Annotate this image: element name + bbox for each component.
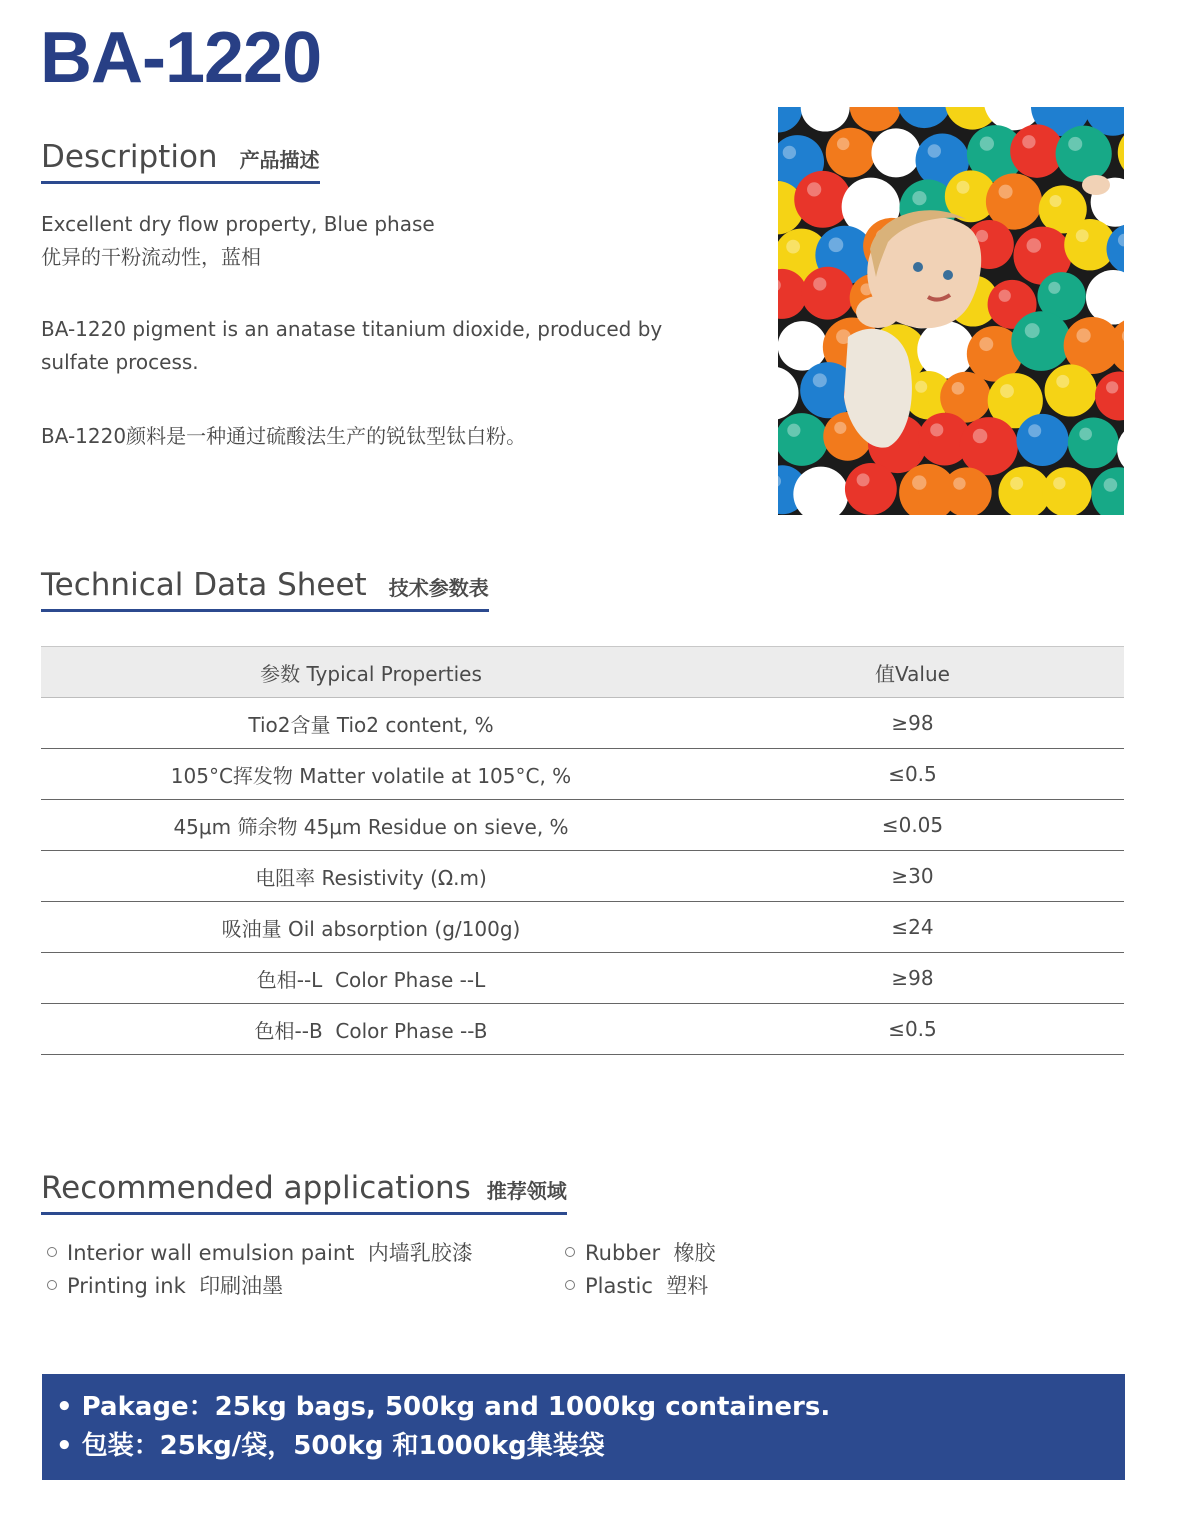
description-para2-line1: BA-1220 pigment is an anatase titanium dioxide, produced by xyxy=(41,317,663,341)
property-cell: 色相--B Color Phase --B xyxy=(41,1004,701,1055)
value-cell: ≤0.5 xyxy=(701,749,1124,800)
description-para3-text: BA-1220颜料是一种通过硫酸法生产的锐钛型钛白粉。 xyxy=(41,424,527,448)
circle-bullet-icon xyxy=(565,1247,575,1257)
table-header-row xyxy=(41,647,1124,698)
description-line1-zh: 优异的干粉流动性，蓝相 xyxy=(41,245,261,269)
table-row xyxy=(41,953,1124,1004)
value-cell: ≥30 xyxy=(701,851,1124,902)
tds-heading xyxy=(41,567,489,612)
description-heading xyxy=(41,139,320,184)
description-body xyxy=(41,208,741,274)
applications-heading-zh: 推荐领域 xyxy=(486,1179,567,1203)
technical-data-table xyxy=(41,646,1124,1055)
tds-heading-en: Technical Data Sheet xyxy=(41,567,367,603)
property-cell: 105°C挥发物 Matter volatile at 105°C, % xyxy=(41,749,701,800)
applications-list-left xyxy=(47,1237,473,1303)
description-heading-zh: 产品描述 xyxy=(239,148,320,172)
description-para2-line2: sulfate process. xyxy=(41,350,199,374)
package-line-en: • Pakage：25kg bags, 500kg and 1000kg containers. xyxy=(56,1392,831,1422)
circle-bullet-icon xyxy=(47,1280,57,1290)
application-label: Interior wall emulsion paint 内墙乳胶漆 xyxy=(67,1241,473,1265)
property-cell: 电阻率 Resistivity (Ω.m) xyxy=(41,851,701,902)
table-row xyxy=(41,851,1124,902)
table-row xyxy=(41,902,1124,953)
application-label: Rubber 橡胶 xyxy=(585,1241,716,1265)
applications-list-right xyxy=(565,1237,716,1303)
value-cell: ≥98 xyxy=(701,953,1124,1004)
column-header-property: 参数 Typical Properties xyxy=(41,647,701,698)
description-para3 xyxy=(41,420,761,453)
hero-image xyxy=(778,107,1124,515)
value-cell: ≤24 xyxy=(701,902,1124,953)
property-cell: 45μm 筛余物 45μm Residue on sieve, % xyxy=(41,800,701,851)
ball-pit-illustration xyxy=(778,107,1124,515)
value-cell: ≥98 xyxy=(701,698,1124,749)
value-cell: ≤0.05 xyxy=(701,800,1124,851)
package-line-zh: • 包装：25kg/袋，500kg 和1000kg集装袋 xyxy=(56,1431,605,1461)
list-item xyxy=(565,1237,716,1270)
tds-heading-zh: 技术参数表 xyxy=(388,576,489,600)
table-row xyxy=(41,800,1124,851)
description-line1-en: Excellent dry flow property, Blue phase xyxy=(41,212,435,236)
column-header-value: 值Value xyxy=(701,647,1124,698)
product-title: BA-1220 xyxy=(40,18,322,98)
description-para2 xyxy=(41,313,761,379)
description-heading-en: Description xyxy=(41,139,218,175)
application-label: Plastic 塑料 xyxy=(585,1274,709,1298)
applications-heading-en: Recommended applications xyxy=(41,1170,471,1206)
list-item xyxy=(47,1270,473,1303)
property-cell: 色相--L Color Phase --L xyxy=(41,953,701,1004)
table-row xyxy=(41,698,1124,749)
circle-bullet-icon xyxy=(47,1247,57,1257)
list-item xyxy=(47,1237,473,1270)
applications-heading xyxy=(41,1170,567,1215)
circle-bullet-icon xyxy=(565,1280,575,1290)
property-cell: Tio2含量 Tio2 content, % xyxy=(41,698,701,749)
table-row xyxy=(41,749,1124,800)
application-label: Printing ink 印刷油墨 xyxy=(67,1274,284,1298)
table-row xyxy=(41,1004,1124,1055)
value-cell: ≤0.5 xyxy=(701,1004,1124,1055)
list-item xyxy=(565,1270,716,1303)
package-info-box xyxy=(42,1374,1125,1480)
property-cell: 吸油量 Oil absorption (g/100g) xyxy=(41,902,701,953)
